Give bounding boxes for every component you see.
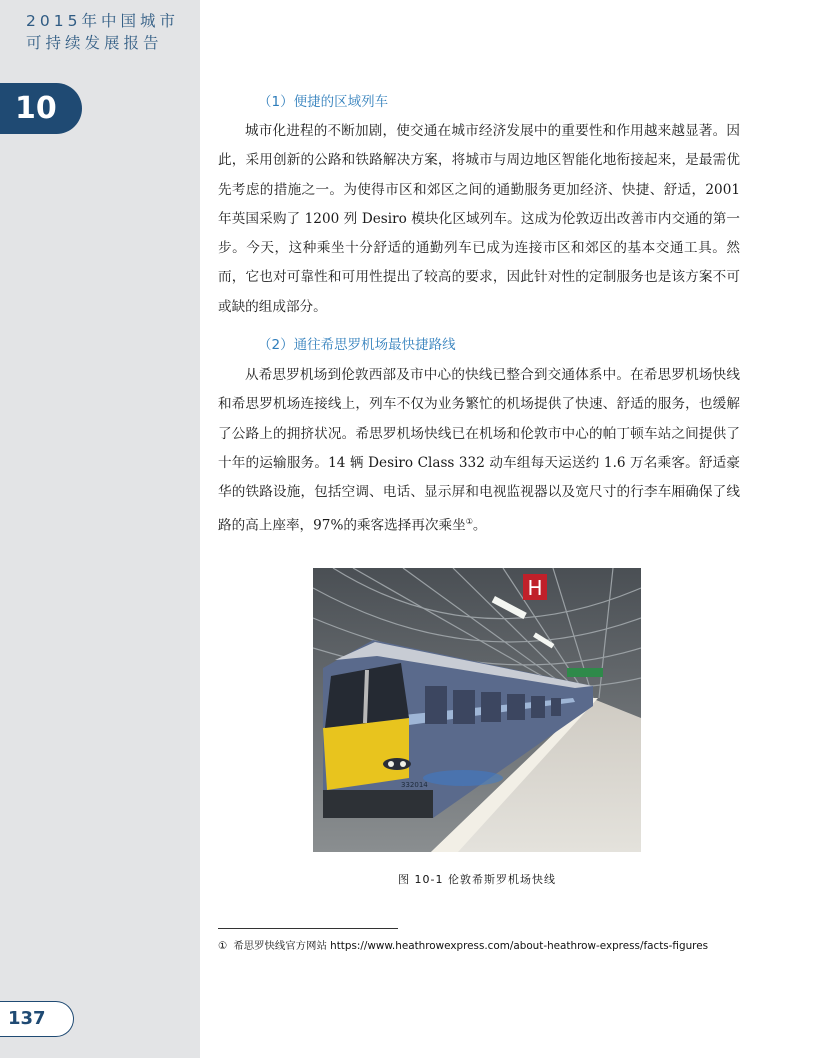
sidebar bbox=[0, 0, 200, 1058]
track-glow bbox=[423, 770, 503, 786]
train-photo bbox=[313, 568, 641, 852]
figure-caption: 图 10-1 伦敦希斯罗机场快线 bbox=[398, 873, 556, 886]
section-2-heading: （2）通往希思罗机场最快捷路线 bbox=[258, 337, 456, 353]
section-1-body: 城市化进程的不断加剧，使交通在城市经济发展中的重要性和作用越来越显著。因此，采用创新的公路和铁路解决方案，将城市与周边地区智能化地衔接起来，是最需优先考虑的措施之一。为使得市区和郊区之间的通勤服务更加经济、快捷、舒适，2001 年英国采购了 1200 列 Desiro 模块化区域列车。这成为伦敦迈出改善市内交通的第一步。今天，这种乘坐十分舒适的通勤列车已成为连接市区和郊区的基本交通工具。然而，它也对可靠性和可用性提出了较高的要求，因此针对性的定制服务也是该方案不可或缺的组成部分。 bbox=[218, 123, 740, 315]
undercarriage bbox=[323, 790, 433, 818]
footnote bbox=[218, 937, 788, 952]
section-1-heading: （1）便捷的区域列车 bbox=[258, 94, 389, 110]
book-title-line2: 可持续发展报告 bbox=[26, 34, 163, 52]
footnote-ref: ① bbox=[465, 517, 473, 527]
footnote-text: 希思罗快线官方网站 https://www.heathrowexpress.com/about-heathrow-express/facts-figures bbox=[233, 940, 709, 952]
page-number: 137 bbox=[0, 1001, 74, 1037]
book-title bbox=[26, 10, 196, 54]
direction-sign bbox=[567, 668, 603, 677]
sign-letter: H bbox=[527, 576, 543, 600]
section-2-body-end: 。 bbox=[472, 518, 487, 535]
footnote-divider bbox=[218, 928, 398, 929]
train-illustration bbox=[313, 568, 641, 852]
book-title-line1: 2015年中国城市 bbox=[26, 12, 179, 30]
chapter-number-tab: 10 bbox=[0, 83, 82, 134]
train-nose-yellow bbox=[323, 718, 409, 790]
section-2-body-text: 从希思罗机场到伦敦西部及市中心的快线已整合到交通体系中。在希思罗机场快线和希思罗机场连接线上，列车不仅为业务繁忙的机场提供了快速、舒适的服务，也缓解了公路上的拥挤状况。希思罗机场快线已在机场和伦敦市中心的帕丁顿车站之间提供了十年的运输服务。14 辆 Desiro Class 332 动车组每天运送约 1.6 万名乘客。舒适豪华的铁路设施，包括空调、电话、显示屏和电视监视器以及宽尺寸的行李车厢确保了线路的高上座率，97%的乘客选择再次乘坐 bbox=[218, 367, 740, 535]
train-number-label: 332014 bbox=[401, 781, 428, 789]
section-2-body bbox=[218, 361, 740, 541]
footnote-marker: ① bbox=[218, 940, 228, 952]
headlight bbox=[383, 758, 411, 770]
